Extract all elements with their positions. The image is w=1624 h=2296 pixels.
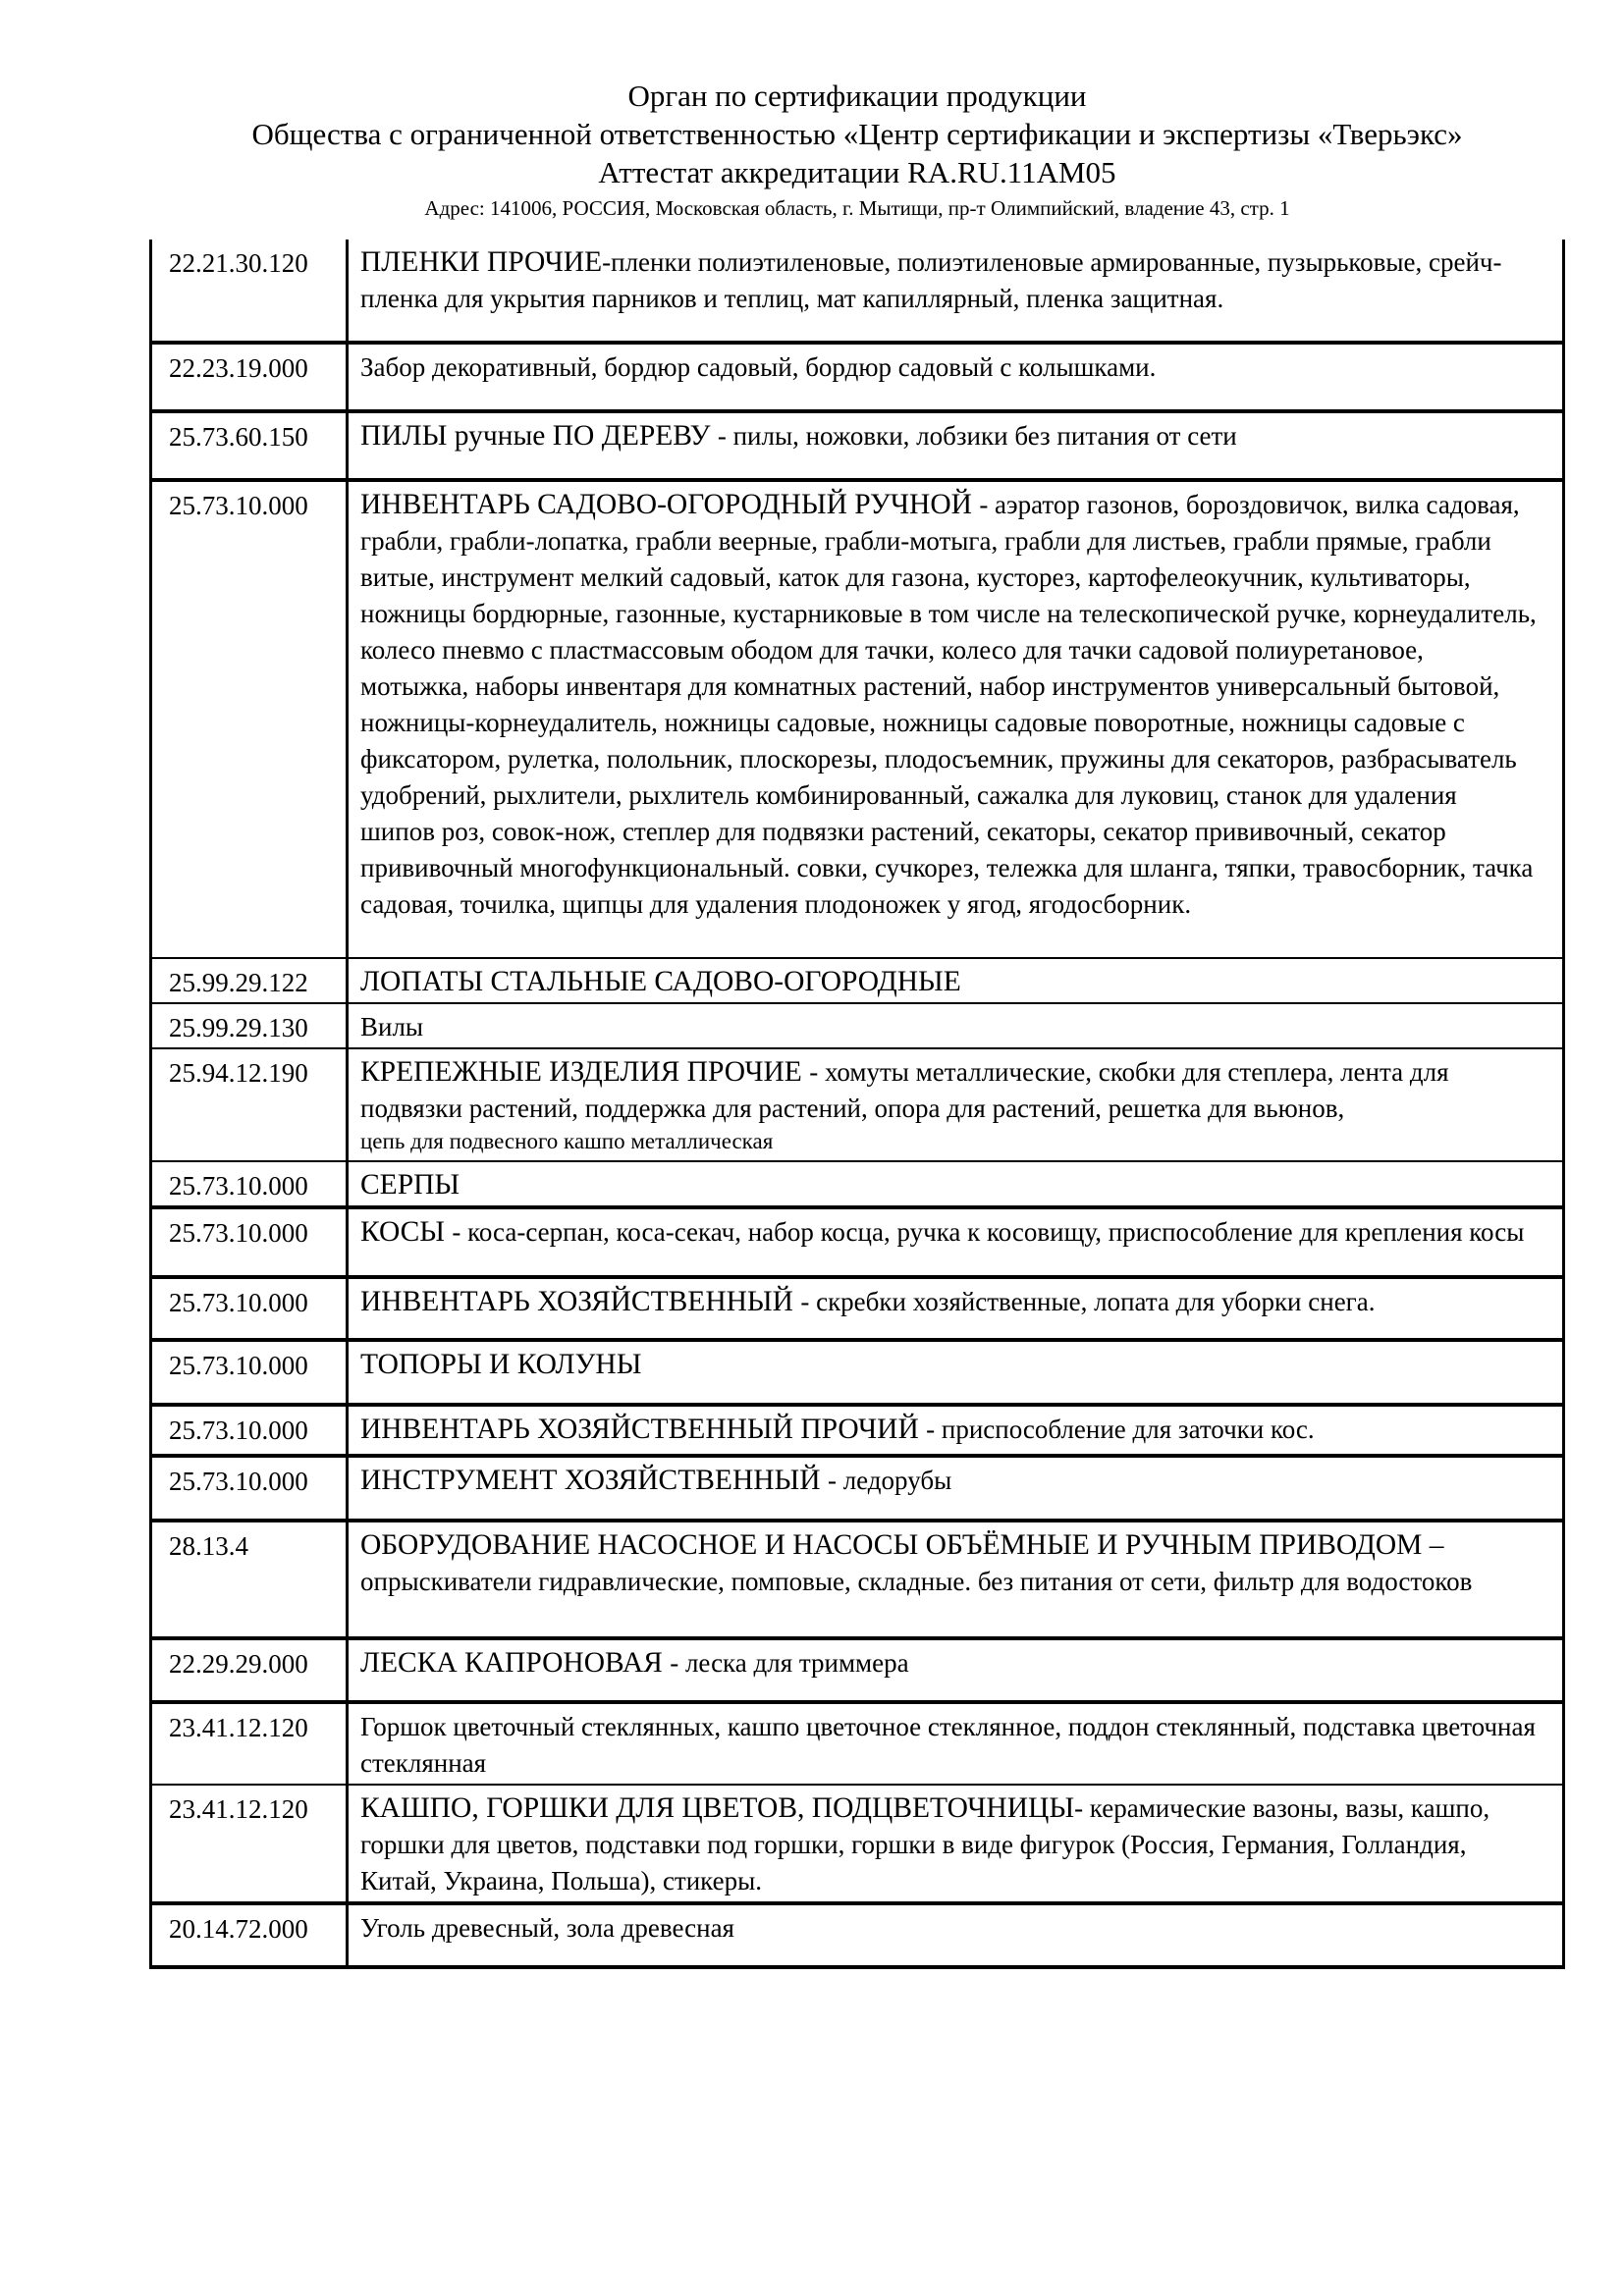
- product-code: 25.73.60.150: [151, 411, 348, 480]
- product-code: 25.99.29.130: [151, 1003, 348, 1048]
- product-code: 25.73.10.000: [151, 480, 348, 958]
- product-description: [348, 1521, 1564, 1638]
- document-header: [149, 0, 1565, 221]
- table-row: [151, 480, 1564, 958]
- product-description: [348, 411, 1564, 480]
- description-caps-text: ТОПОРЫ И КОЛУНЫ: [360, 1349, 642, 1380]
- description-body-text: Уголь древесный, зола древесная: [360, 1913, 734, 1943]
- product-description: [348, 1048, 1564, 1161]
- table-row: [151, 1003, 1564, 1048]
- product-description: [348, 1207, 1564, 1277]
- product-description: [348, 958, 1564, 1003]
- table-row: [151, 411, 1564, 480]
- product-code: 25.73.10.000: [151, 1277, 348, 1340]
- description-caps-text: СЕРПЫ: [360, 1169, 460, 1201]
- product-description: [348, 1638, 1564, 1702]
- product-code: 23.41.12.120: [151, 1702, 348, 1785]
- description-caps-text: КРЕПЕЖНЫЕ ИЗДЕЛИЯ ПРОЧИЕ: [360, 1056, 810, 1088]
- table-row: [151, 1161, 1564, 1207]
- description-body-text: - ледорубы: [827, 1466, 952, 1495]
- description-body-text: - аэратор газонов, бороздовичок, вилка садовая, грабли, грабли-лопатка, грабли веерные, грабли-мотыга, грабли для листьев, грабли прямые, грабли витые, инструмент мелкий садовый, каток для газона, кусторез, картофелеокучник, культиваторы, ножницы бордюрные, газонные, кустарниковые в том числе на телескопической ручке, корнеудалитель, колесо пневмо с пластмассовым ободом для тачки, колесо для тачки садовой полиуретановое, мотыжка, наборы инвентаря для комнатных растений, набор инструментов универсальный бытовой, ножницы-корнеудалитель, ножницы садовые, ножницы садовые поворотные, ножницы садовые с фиксатором, рулетка, полольник, плоскорезы, плодосъемник, пружины для секаторов, разбрасыватель удобрений, рыхлители, рыхлитель комбинированный, сажалка для луковиц, станок для удаления шипов роз, совок-нож, степлер для подвязки растений, секаторы, секатор прививочный, секатор прививочный многофункциональный. совки, сучкорез, тележка для шланга, тяпки, травосборник, тачка садовая, точилка, щипцы для удаления плодоножек у ягод, ягодосборник.: [360, 490, 1537, 919]
- table-row: [151, 1340, 1564, 1405]
- product-code: 25.94.12.190: [151, 1048, 348, 1161]
- table-row: [151, 1785, 1564, 1903]
- description-caps-text: ПИЛЫ ручные ПО ДЕРЕВУ: [360, 420, 718, 452]
- product-description: [348, 1702, 1564, 1785]
- description-body-text: - леска для триммера: [670, 1648, 909, 1678]
- header-company-line: Общества с ограниченной ответственностью «Центр сертификации и экспертизы «Тверьэкс»: [251, 117, 1463, 151]
- product-description: [348, 343, 1564, 411]
- product-description: [348, 1405, 1564, 1456]
- table-row: [151, 1702, 1564, 1785]
- table-row: [151, 1456, 1564, 1521]
- description-caps-text: ИНСТРУМЕНТ ХОЗЯЙСТВЕННЫЙ: [360, 1465, 828, 1496]
- product-description: [348, 1003, 1564, 1048]
- description-caps-text: КАШПО, ГОРШКИ ДЛЯ ЦВЕТОВ, ПОДЦВЕТОЧНИЦЫ: [360, 1792, 1075, 1824]
- description-body-text: -пленки полиэтиленовые, полиэтиленовые армированные, пузырьковые, срейч-пленка для укрытия парников и теплиц, мат капиллярный, пленка защитная.: [360, 247, 1502, 313]
- table-row: [151, 343, 1564, 411]
- product-description: [348, 1161, 1564, 1207]
- table-row: [151, 1903, 1564, 1967]
- description-caps-text: ЛОПАТЫ СТАЛЬНЫЕ САДОВО-ОГОРОДНЫЕ: [360, 966, 961, 997]
- description-body-text: - хомуты металлические, скобки для степлера, лента для подвязки растений, поддержка для растений, опора для растений, решетка для вьюнов,: [360, 1057, 1449, 1123]
- description-body-text: - пилы, ножовки, лобзики без питания от сети: [717, 421, 1237, 451]
- description-caps-text: ЛЕСКА КАПРОНОВАЯ: [360, 1647, 671, 1679]
- document-content: [149, 0, 1565, 1969]
- product-code: 23.41.12.120: [151, 1785, 348, 1903]
- description-body-text: опрыскиватели гидравлические, помповые, складные. без питания от сети, фильтр для водостоков: [360, 1567, 1473, 1596]
- table-row: [151, 1277, 1564, 1340]
- product-description: [348, 480, 1564, 958]
- product-description: [348, 1456, 1564, 1521]
- table-row: [151, 1638, 1564, 1702]
- header-org-line: Орган по сертификации продукции: [627, 79, 1087, 113]
- product-code: 28.13.4: [151, 1521, 348, 1638]
- header-address-line: Адрес: 141006, РОССИЯ, Московская область, г. Мытищи, пр-т Олимпийский, владение 43, стр. 1: [424, 196, 1290, 220]
- product-description: [348, 1903, 1564, 1967]
- table-row: [151, 958, 1564, 1003]
- description-caps-text: ИНВЕНТАРЬ ХОЗЯЙСТВЕННЫЙ: [360, 1286, 801, 1317]
- description-body-text: Горшок цветочный стеклянных, кашпо цветочное стеклянное, поддон стеклянный, подставка цветочная стеклянная: [360, 1712, 1536, 1778]
- product-code: 22.29.29.000: [151, 1638, 348, 1702]
- description-caps-text: ПЛЕНКИ ПРОЧИЕ: [360, 246, 603, 278]
- product-code: 25.99.29.122: [151, 958, 348, 1003]
- description-caps-text: ОБОРУДОВАНИЕ НАСОСНОЕ И НАСОСЫ ОБЪЁМНЫЕ И РУЧНЫМ ПРИВОДОМ –: [360, 1529, 1444, 1561]
- description-caps-text: КОСЫ: [360, 1216, 453, 1248]
- description-small-text: цепь для подвесного кашпо металлическая: [360, 1129, 774, 1153]
- product-code: 22.21.30.120: [151, 240, 348, 343]
- product-code: 25.73.10.000: [151, 1207, 348, 1277]
- product-description: [348, 1277, 1564, 1340]
- table-row: [151, 1521, 1564, 1638]
- product-code: 22.23.19.000: [151, 343, 348, 411]
- product-code: 20.14.72.000: [151, 1903, 348, 1967]
- header-accreditation-line: Аттестат аккредитации RA.RU.11АМ05: [598, 155, 1116, 189]
- table-row: [151, 1048, 1564, 1161]
- table-row: [151, 1405, 1564, 1456]
- table-row: [151, 1207, 1564, 1277]
- product-description: [348, 240, 1564, 343]
- description-body-text: - коса-серпан, коса-секач, набор косца, ручка к косовищу, приспособление для крепления косы: [452, 1217, 1525, 1247]
- product-code: 25.73.10.000: [151, 1405, 348, 1456]
- description-body-text: - керамические вазоны, вазы, кашпо, горшки для цветов, подставки под горшки, горшки в виде фигурок (Россия, Германия, Голландия, Китай, Украина, Польша), стикеры.: [360, 1793, 1490, 1896]
- product-code: 25.73.10.000: [151, 1456, 348, 1521]
- product-codes-table: [149, 240, 1565, 1969]
- product-code: 25.73.10.000: [151, 1340, 348, 1405]
- description-body-text: Забор декоративный, бордюр садовый, бордюр садовый с колышками.: [360, 352, 1157, 382]
- product-table-body: [151, 240, 1564, 1967]
- description-body-text: - скребки хозяйственные, лопата для уборки снега.: [800, 1287, 1376, 1316]
- description-body-text: Вилы: [360, 1012, 424, 1041]
- description-caps-text: ИНВЕНТАРЬ ХОЗЯЙСТВЕННЫЙ ПРОЧИЙ: [360, 1414, 927, 1445]
- product-code: 25.73.10.000: [151, 1161, 348, 1207]
- product-description: [348, 1785, 1564, 1903]
- description-body-text: - приспособление для заточки кос.: [926, 1415, 1315, 1444]
- table-row: [151, 240, 1564, 343]
- product-description: [348, 1340, 1564, 1405]
- description-caps-text: ИНВЕНТАРЬ САДОВО-ОГОРОДНЫЙ РУЧНОЙ: [360, 489, 980, 520]
